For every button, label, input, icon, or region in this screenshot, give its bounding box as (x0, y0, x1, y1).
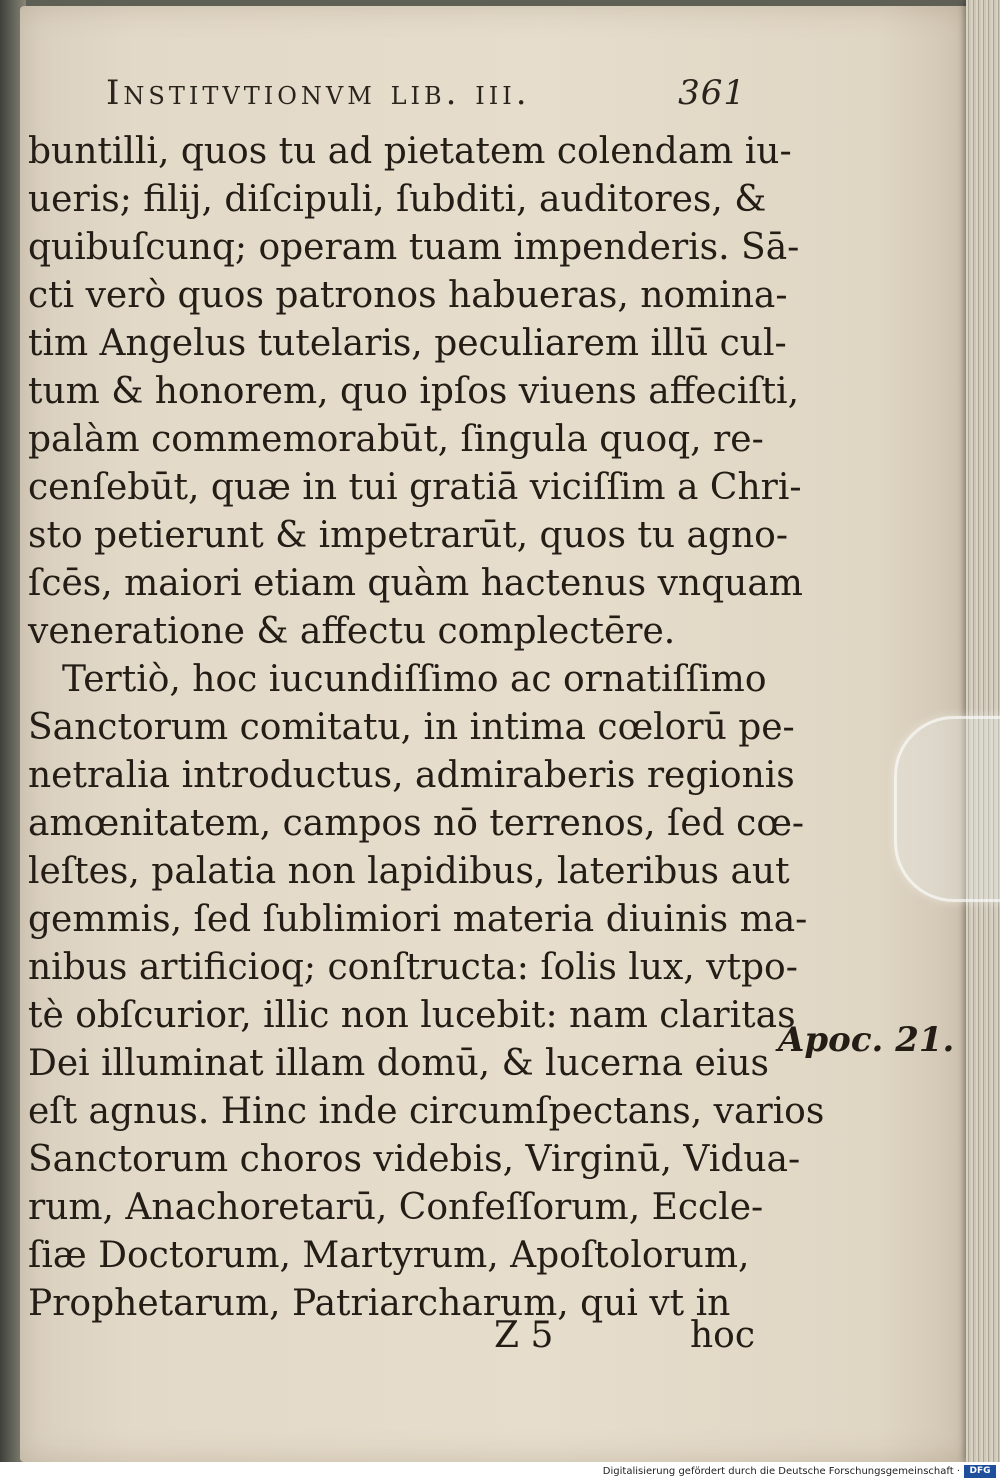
text-line: sto petierunt & impetrarūt, quos tu agno- (28, 515, 789, 556)
running-header (106, 68, 746, 118)
page-number: 361 (678, 73, 746, 113)
text-line: tim Angelus tutelaris, peculiarem illū cul- (28, 323, 787, 364)
text-line: quibuſcunq; operam tuam impenderis. Sā- (28, 227, 800, 268)
text-line: ueris; filij, diſcipuli, ſubditi, auditores, & (28, 179, 767, 220)
text-line: tum & honorem, quo ipſos viuens affeciſti, (28, 371, 800, 412)
text-line: tè obſcurior, illic non lucebit: nam claritas (28, 995, 796, 1036)
text-line: Sanctorum choros videbis, Virginū, Vidua- (28, 1139, 801, 1180)
dfg-logo: DFG (964, 1465, 996, 1478)
text-line: leſtes, palatia non lapidibus, lateribus aut (28, 851, 790, 892)
text-line: eſt agnus. Hinc inde circumſpectans, varios (28, 1091, 825, 1132)
text-line: Dei illuminat illam domū, & lucerna eius (28, 1043, 770, 1084)
text-line: amœnitatem, campos nō terrenos, ſed cœ- (28, 803, 805, 844)
text-line: rum, Anachoretarū, Confeſſorum, Eccle- (28, 1187, 764, 1228)
dfg-footer-bar (0, 1462, 1000, 1482)
text-line: nibus artificioq; conſtructa: ſolis lux, vtpo- (28, 947, 798, 988)
text-line: cenſebūt, quæ in tui gratiā viciſſim a Chri- (28, 467, 802, 508)
running-title: Institvtionvm lib. iii. (106, 73, 531, 113)
text-line: veneratione & affectu complectēre. (28, 611, 676, 652)
text-line: Prophetarum, Patriarcharum, qui vt in (28, 1283, 731, 1324)
text-line: Sanctorum comitatu, in intima cœlorū pe- (28, 707, 795, 748)
dfg-credit-text: Digitalisierung gefördert durch die Deutsche Forschungsgemeinschaft · (602, 1466, 960, 1477)
catchword: hoc (690, 1315, 756, 1356)
text-line: cti verò quos patronos habueras, nomina- (28, 275, 788, 316)
text-line: ſcēs, maiori etiam quàm hactenus vnquam (28, 563, 803, 604)
margin-note: Apoc. 21. (778, 1020, 955, 1060)
text-line: netralia introductus, admiraberis regionis (28, 755, 795, 796)
body-text (28, 128, 825, 1328)
text-line: buntilli, quos tu ad pietatem colendam iu- (28, 131, 792, 172)
text-line: Tertiò, hoc iucundiſſimo ac ornatiſſimo (62, 659, 767, 700)
plastic-clip (894, 716, 1000, 902)
text-line: ſiæ Doctorum, Martyrum, Apoſtolorum, (28, 1235, 750, 1276)
text-line: palàm commemorabūt, ſingula quoq, re- (28, 419, 764, 460)
signature-mark: Z 5 (494, 1315, 554, 1356)
text-line: gemmis, ſed ſublimiori materia diuinis ma- (28, 899, 808, 940)
